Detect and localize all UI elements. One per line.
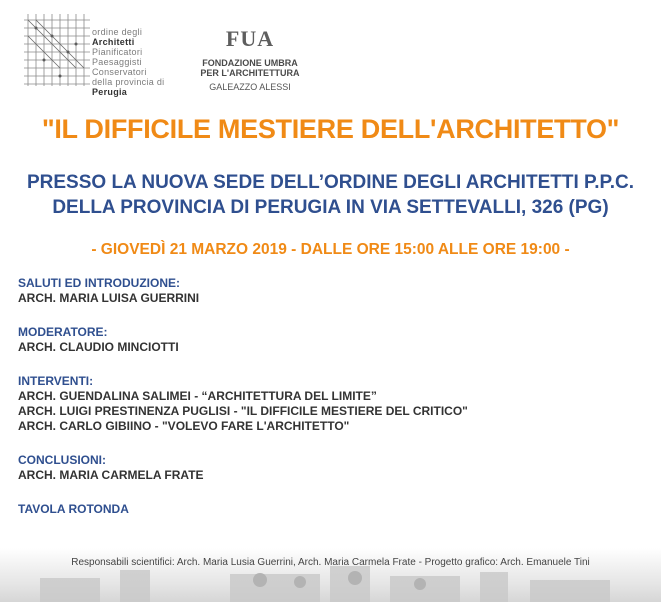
intervento-item: ARCH. LUIGI PRESTINENZA PUGLISI - "IL DIFFICILE MESTIERE DEL CRITICO" (18, 404, 468, 418)
logo-line: ordine degli (92, 27, 143, 37)
moderatore-title: MODERATORE: (18, 325, 108, 339)
logo-line: Perugia (92, 87, 128, 97)
event-venue (0, 170, 661, 220)
venue-line-1: PRESSO LA NUOVA SEDE DELL’ORDINE DEGLI ARCHITETTI P.P.C. (26, 172, 635, 193)
fua-mark: FUA (225, 26, 275, 51)
conclusioni-speaker: ARCH. MARIA CARMELA FRATE (18, 468, 204, 482)
event-title: "IL DIFFICILE MESTIERE DELL'ARCHITETTO" (41, 114, 620, 144)
event-date: - GIOVEDÌ 21 MARZO 2019 - DALLE ORE 15:00 ALLE ORE 19:00 - (91, 241, 570, 258)
order-architects-logo-icon (22, 10, 92, 90)
logo-line: Architetti (92, 37, 135, 47)
fua-logo (190, 26, 310, 92)
order-architects-logo-text (92, 27, 164, 97)
intervento-item: ARCH. GUENDALINA SALIMEI - “ARCHITETTURA DEL LIMITE” (18, 389, 377, 403)
logo-line: della provincia di (92, 77, 165, 87)
logo-line: Pianificatori (92, 47, 143, 57)
fua-line-3: GALEAZZO ALESSI (209, 82, 291, 92)
logo-line: Paesaggisti (92, 57, 142, 67)
fua-line-2: PER L'ARCHITETTURA (200, 68, 300, 78)
interventi-title: INTERVENTI: (18, 374, 94, 388)
saluti-speaker: ARCH. MARIA LUISA GUERRINI (18, 291, 200, 305)
moderatore-speaker: ARCH. CLAUDIO MINCIOTTI (18, 340, 179, 354)
header (0, 0, 661, 110)
fua-line-1: FONDAZIONE UMBRA (202, 58, 298, 68)
tavola-rotonda: TAVOLA ROTONDA (18, 502, 129, 516)
conclusioni-title: CONCLUSIONI: (18, 453, 106, 467)
logo-line: Conservatori (92, 67, 147, 77)
intervento-item: ARCH. CARLO GIBIINO - "VOLEVO FARE L'ARCHITETTO" (18, 419, 350, 433)
program (18, 276, 618, 517)
footer-credits: Responsabili scientifici: Arch. Maria Lusia Guerrini, Arch. Maria Carmela Frate - Progetto grafico: Arch. Emanuele Tini (71, 557, 590, 568)
saluti-title: SALUTI ED INTRODUZIONE: (18, 276, 180, 290)
venue-line-2: DELLA PROVINCIA DI PERUGIA IN VIA SETTEVALLI, 326 (PG) (52, 197, 609, 218)
